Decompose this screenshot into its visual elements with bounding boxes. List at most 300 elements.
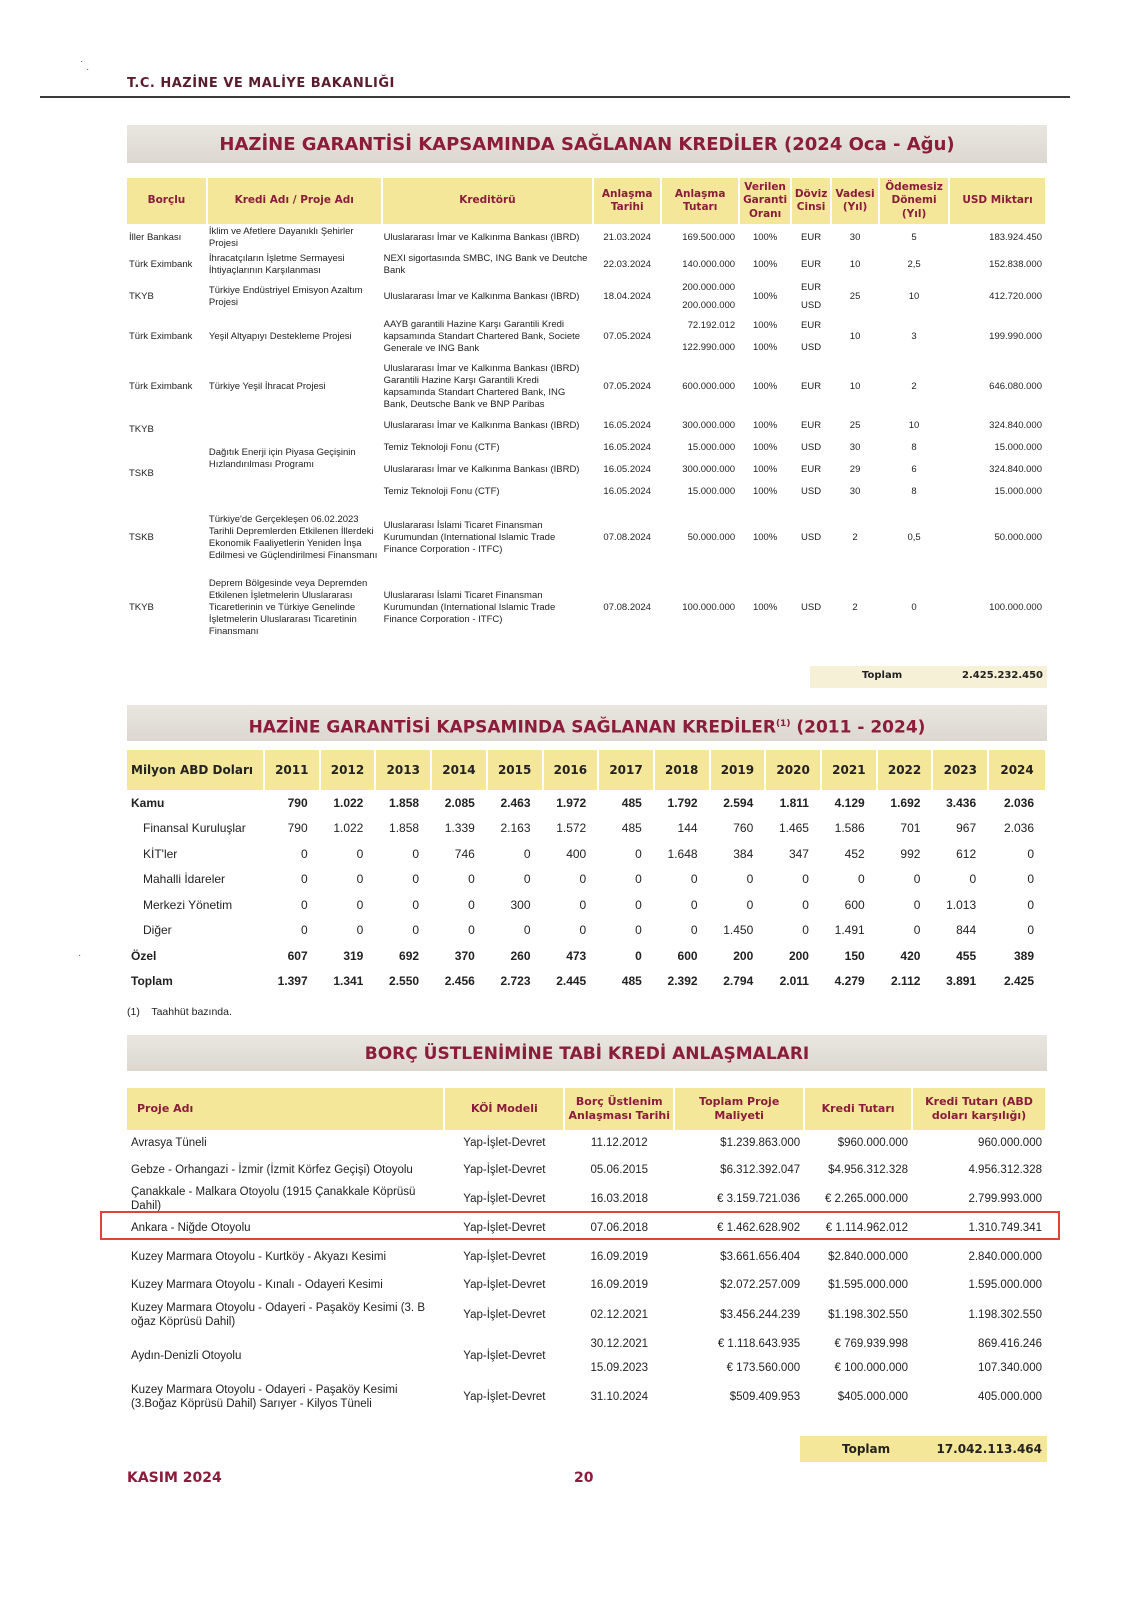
value-cell: 0 <box>1027 923 1034 938</box>
section2-body <box>127 790 1046 994</box>
cell-borclu: Türk Eximbank <box>129 259 193 271</box>
cell-kreditor: Uluslararası İmar ve Kalkınma Bankası (IBRD) Garantili Hazine Karşı Garantili Kredi kapsamında Standart Chartered Bank, ING Bank, Deutsche Bank ve BNP Paribas <box>383 363 580 410</box>
value-cell: 1.972 <box>556 795 587 810</box>
cell-proje: İhracatçıların İşletme Sermayesi İhtiyaçlarının Karşılanması <box>208 253 345 276</box>
cell-doviz: USD <box>801 442 822 454</box>
cell-borclu: TSKB <box>129 532 154 544</box>
year-header: 2023 <box>932 750 988 790</box>
cell-tutar: 169.500.000 <box>682 231 736 243</box>
cell-tarih: 11.12.2012 <box>590 1136 648 1149</box>
value-cell: 0 <box>356 846 364 861</box>
cell-model: Yap-İşlet-Devret <box>463 1250 546 1263</box>
year-header: 2017 <box>598 750 654 790</box>
value-cell: 0 <box>802 872 809 887</box>
value-cell: 2.425 <box>1003 974 1034 989</box>
cell-oran: 100% <box>752 259 778 271</box>
footer-date: KASIM 2024 <box>127 1470 222 1486</box>
cell-tutar: 72.192.012 <box>687 320 736 332</box>
cell-proje: Kuzey Marmara Otoyolu - Odayeri - Paşaköy Kesimi (3.Boğaz Köprüsü Dahil) Sarıyer - Kilyos Tüneli <box>131 1384 398 1410</box>
cell-oran: 100% <box>752 320 778 332</box>
scan-mark: · <box>80 56 84 67</box>
cell-model: Yap-İşlet-Devret <box>463 1222 546 1235</box>
table-row <box>127 790 1046 816</box>
value-cell: 0 <box>300 897 308 912</box>
cell-proje <box>207 481 382 503</box>
value-cell: 3.436 <box>946 795 977 810</box>
cell-kreditor: Uluslararası İmar ve Kalkınma Bankası (IBRD) <box>383 464 580 476</box>
cell-doviz: USD <box>801 602 822 614</box>
cell-tarih: 16.09.2019 <box>590 1278 649 1291</box>
cell-tarih: 16.05.2024 <box>603 464 651 476</box>
value-cell: 607 <box>287 948 308 963</box>
cell-vade: 30 <box>849 486 861 498</box>
value-cell: 0 <box>746 897 754 912</box>
year-header: 2022 <box>877 750 933 790</box>
cell-proje: Kuzey Marmara Otoyolu - Kınalı - Odayeri Kesimi <box>131 1278 383 1291</box>
cell-kredi: € 100.000.000 <box>834 1362 909 1375</box>
section3-title: BORÇ ÜSTLENİMİNE TABİ KREDİ ANLAŞMALARI <box>127 1035 1047 1071</box>
section1-header-row <box>127 178 1046 224</box>
cell-proje: Dağıtık Enerji için Piyasa Geçişinin Hızlandırılması Programı <box>208 447 356 470</box>
cell-usd: 15.000.000 <box>994 442 1042 454</box>
value-cell: 1.858 <box>389 821 420 836</box>
value-cell: 0 <box>913 897 921 912</box>
section1-table <box>127 178 1047 643</box>
cell-kreditor: Temiz Teknoloji Fonu (CTF) <box>383 442 500 454</box>
value-cell: 790 <box>287 795 308 810</box>
value-cell: 760 <box>733 821 754 836</box>
col-header: Döviz Cinsi <box>791 178 831 224</box>
cell-oran: 100% <box>752 420 778 432</box>
value-cell: 3.891 <box>946 974 977 989</box>
value-cell: 200 <box>788 948 809 963</box>
cell-usd: 50.000.000 <box>994 532 1042 544</box>
value-cell: 1.792 <box>667 795 698 810</box>
cell-vade: 10 <box>849 381 861 393</box>
value-cell: 0 <box>523 846 531 861</box>
cell-borclu: TKYB <box>129 291 154 303</box>
section2-title-text: HAZİNE GARANTİSİ KAPSAMINDA SAĞLANAN KREDİLER <box>248 717 776 738</box>
cell-tarih: 15.09.2023 <box>590 1362 649 1375</box>
col-header: Borç Üstlenim Anlaşması Tarihi <box>564 1088 674 1130</box>
value-cell: 2.794 <box>723 974 754 989</box>
cell-usd: 2.799.993.000 <box>968 1192 1042 1205</box>
year-header: 2014 <box>431 750 487 790</box>
row-label: Finansal Kuruluşlar <box>143 821 246 836</box>
value-cell: 389 <box>1013 948 1034 963</box>
cell-proje: Aydın-Denizli Otoyolu <box>131 1350 242 1363</box>
cell-oran: 100% <box>752 381 778 393</box>
value-cell: 347 <box>788 846 809 861</box>
cell-vade: 30 <box>849 231 861 243</box>
table-row <box>127 415 1046 437</box>
cell-tarih: 16.03.2018 <box>590 1192 649 1205</box>
cell-borclu: Türk Eximbank <box>129 381 193 393</box>
value-cell: 420 <box>900 948 921 963</box>
cell-proje: Türkiye Endüstriyel Emisyon Azaltım Projesi <box>208 285 363 308</box>
cell-usd: 1.198.302.550 <box>968 1309 1042 1322</box>
value-cell: 612 <box>956 846 977 861</box>
cell-vade: 10 <box>849 259 861 271</box>
value-cell: 0 <box>412 872 420 887</box>
cell-tutar: 15.000.000 <box>687 442 736 454</box>
table-row <box>127 918 1046 944</box>
cell-kreditor: Uluslararası İmar ve Kalkınma Bankası (IBRD) <box>383 291 580 303</box>
value-cell: 790 <box>287 821 308 836</box>
cell-usd: 199.990.000 <box>989 331 1042 343</box>
cell-tarih: 21.03.2024 <box>603 231 651 243</box>
col-header: Toplam Proje Maliyeti <box>674 1088 804 1130</box>
value-cell: 1.858 <box>389 795 420 810</box>
cell-doviz: USD <box>801 532 822 544</box>
value-cell: 2.085 <box>444 795 475 810</box>
cell-maliyet: $6.312.392.047 <box>720 1163 801 1176</box>
table-row <box>127 315 1046 337</box>
value-cell: 0 <box>858 872 865 887</box>
value-cell: 701 <box>900 821 921 836</box>
cell-usd: 646.080.000 <box>989 381 1042 393</box>
unit-header: Milyon ABD Doları <box>127 750 264 790</box>
col-header: Vadesi (Yıl) <box>831 178 879 224</box>
value-cell: 2.011 <box>779 974 809 989</box>
scan-mark: · <box>86 64 90 75</box>
cell-tarih: 16.05.2024 <box>603 442 651 454</box>
value-cell: 2.036 <box>1003 821 1034 836</box>
year-header: 2024 <box>988 750 1046 790</box>
cell-tarih: 07.05.2024 <box>603 381 651 393</box>
value-cell: 0 <box>468 872 475 887</box>
table-row <box>127 224 1046 251</box>
row-label: Merkezi Yönetim <box>143 897 233 912</box>
cell-proje: Kuzey Marmara Otoyolu - Odayeri - Paşaköy Kesimi (3. B oğaz Köprüsü Dahil) <box>131 1302 425 1328</box>
year-header: 2012 <box>320 750 376 790</box>
value-cell: 4.129 <box>834 795 865 810</box>
cell-borclu <box>127 481 207 503</box>
table-row <box>127 437 1046 459</box>
cell-proje: Türkiye'de Gerçekleşen 06.02.2023 Tarihli Depremlerden Etkilenen İllerdeki Ekonomik Faaliyetlerin Yeniden İnşa Edilmesi ve Güçlendirilmesi Finansmanı <box>208 514 378 561</box>
cell-maliyet: € 3.159.721.036 <box>716 1192 801 1205</box>
cell-doviz: USD <box>801 486 822 498</box>
cell-vade: 2 <box>852 602 858 614</box>
value-cell: 0 <box>802 897 809 912</box>
value-cell: 0 <box>690 897 698 912</box>
value-cell: 2.594 <box>723 795 754 810</box>
value-cell: 0 <box>300 872 308 887</box>
value-cell: 0 <box>690 872 698 887</box>
cell-kredi: $960.000.000 <box>837 1136 909 1149</box>
table-row <box>127 1157 1046 1184</box>
cell-maliyet: $3.456.244.239 <box>720 1309 801 1322</box>
year-header: 2015 <box>487 750 543 790</box>
cell-doviz: USD <box>801 342 822 354</box>
cell-borclu: TSKB <box>129 468 154 480</box>
section3-header-row <box>127 1088 1046 1130</box>
value-cell: 370 <box>454 948 475 963</box>
cell-doviz: EUR <box>801 320 822 332</box>
cell-kreditor: Temiz Teknoloji Fonu (CTF) <box>383 486 500 498</box>
cell-oran: 100% <box>752 342 778 354</box>
section2-table <box>127 750 1047 994</box>
cell-proje: Yeşil Altyapıyı Destekleme Projesi <box>208 331 352 343</box>
cell-model: Yap-İşlet-Devret <box>463 1391 546 1404</box>
value-cell: 0 <box>356 872 364 887</box>
value-cell: 600 <box>677 948 698 963</box>
ministry-header: T.C. HAZİNE VE MALİYE BAKANLIĞI <box>127 76 395 91</box>
cell-usd: 2.840.000.000 <box>968 1250 1042 1263</box>
cell-tarih: 07.05.2024 <box>603 331 651 343</box>
value-cell: 2.392 <box>667 974 698 989</box>
cell-model: Yap-İşlet-Devret <box>463 1136 546 1149</box>
value-cell: 0 <box>802 923 809 938</box>
cell-odemesiz: 10 <box>908 291 920 303</box>
table-row <box>127 816 1046 842</box>
value-cell: 485 <box>621 821 642 836</box>
cell-usd: 100.000.000 <box>989 602 1042 614</box>
table-row <box>127 251 1046 279</box>
year-header: 2019 <box>710 750 766 790</box>
cell-usd: 1.595.000.000 <box>968 1278 1042 1291</box>
value-cell: 319 <box>343 948 364 963</box>
value-cell: 2.550 <box>389 974 420 989</box>
cell-usd: 412.720.000 <box>989 291 1042 303</box>
cell-kredi: € 2.265.000.000 <box>824 1192 909 1205</box>
col-header: KÖİ Modeli <box>444 1088 564 1130</box>
year-header: 2011 <box>264 750 320 790</box>
cell-vade: 29 <box>849 464 861 476</box>
value-cell: 0 <box>468 897 475 912</box>
value-cell: 0 <box>412 897 420 912</box>
value-cell: 485 <box>621 795 642 810</box>
cell-model: Yap-İşlet-Devret <box>463 1350 546 1363</box>
cell-odemesiz: 3 <box>911 331 917 343</box>
cell-odemesiz: 0 <box>911 602 917 614</box>
cell-maliyet: € 173.560.000 <box>726 1362 801 1375</box>
cell-usd: 107.340.000 <box>978 1362 1042 1375</box>
table-row <box>127 943 1046 969</box>
table-row <box>127 1381 1046 1415</box>
col-header: Verilen Garanti Oranı <box>739 178 791 224</box>
cell-proje: Kuzey Marmara Otoyolu - Kurtköy - Akyazı Kesimi <box>131 1250 386 1263</box>
value-cell: 2.112 <box>891 974 921 989</box>
cell-odemesiz: 8 <box>911 442 917 454</box>
table-row <box>127 1243 1046 1272</box>
cell-doviz: EUR <box>801 381 822 393</box>
value-cell: 0 <box>635 923 642 938</box>
col-header: USD Miktarı <box>949 178 1046 224</box>
col-header: Borçlu <box>127 178 207 224</box>
value-cell: 1.397 <box>277 974 308 989</box>
col-header: Anlaşma Tutarı <box>661 178 739 224</box>
value-cell: 844 <box>956 923 977 938</box>
row-label: KİT'ler <box>143 846 178 861</box>
scan-mark: · <box>78 950 82 961</box>
cell-doviz: EUR <box>801 231 822 243</box>
cell-tutar: 200.000.000 <box>682 282 736 294</box>
value-cell: 0 <box>412 923 420 938</box>
cell-oran: 100% <box>752 291 778 303</box>
cell-kreditor: AAYB garantili Hazine Karşı Garantili Kredi kapsamında Standart Chartered Bank, Societe Generale ve ING Bank <box>383 319 581 354</box>
value-cell: 1.013 <box>946 897 977 912</box>
table-row <box>127 1299 1046 1333</box>
value-cell: 1.339 <box>444 821 475 836</box>
value-cell: 260 <box>510 948 531 963</box>
cell-tarih: 18.04.2024 <box>603 291 651 303</box>
cell-maliyet: $509.409.953 <box>729 1391 801 1404</box>
cell-odemesiz: 6 <box>911 464 917 476</box>
value-cell: 2.036 <box>1003 795 1034 810</box>
section2-title-sup: (1) <box>775 719 791 729</box>
year-header: 2013 <box>375 750 431 790</box>
cell-proje: Gebze - Orhangazi - İzmir (İzmit Körfez Geçişi) Otoyolu <box>131 1163 413 1176</box>
value-cell: 1.811 <box>779 795 809 810</box>
cell-oran: 100% <box>752 231 778 243</box>
value-cell: 1.648 <box>667 846 698 861</box>
table-row <box>127 969 1046 995</box>
cell-tarih: 31.10.2024 <box>590 1391 649 1404</box>
col-header: Kredi Adı / Proje Adı <box>207 178 382 224</box>
value-cell: 485 <box>621 974 642 989</box>
section3-table <box>127 1088 1047 1415</box>
cell-tarih: 30.12.2021 <box>590 1338 649 1351</box>
cell-kredi: € 1.114.962.012 <box>825 1222 909 1235</box>
cell-proje: Çanakkale - Malkara Otoyolu (1915 Çanakkale Köprüsü Dahil) <box>131 1185 416 1212</box>
cell-tutar: 300.000.000 <box>682 464 736 476</box>
row-label: Diğer <box>143 923 172 938</box>
year-header: 2016 <box>543 750 599 790</box>
value-cell: 0 <box>913 872 921 887</box>
cell-maliyet: € 1.118.643.935 <box>717 1338 801 1351</box>
value-cell: 0 <box>579 897 587 912</box>
cell-usd: 960.000.000 <box>978 1136 1042 1149</box>
value-cell: 150 <box>844 948 865 963</box>
table-row <box>127 481 1046 503</box>
cell-usd: 324.840.000 <box>989 464 1042 476</box>
value-cell: 0 <box>969 872 977 887</box>
col-header: Anlaşma Tarihi <box>593 178 661 224</box>
cell-tarih: 02.12.2021 <box>590 1309 649 1322</box>
cell-usd: 15.000.000 <box>994 486 1042 498</box>
cell-kreditor: NEXI sigortasında SMBC, ING Bank ve Deutche Bank <box>383 253 588 276</box>
year-header: 2020 <box>765 750 821 790</box>
cell-odemesiz: 5 <box>911 231 917 243</box>
value-cell: 4.279 <box>834 974 865 989</box>
cell-model: Yap-İşlet-Devret <box>463 1163 546 1176</box>
cell-proje <box>207 415 382 437</box>
cell-oran: 100% <box>752 486 778 498</box>
cell-tutar: 100.000.000 <box>682 602 736 614</box>
cell-tarih: 07.08.2024 <box>603 532 651 544</box>
value-cell: 0 <box>1027 897 1034 912</box>
cell-tarih: 16.05.2024 <box>603 420 651 432</box>
cell-vade: 25 <box>849 420 861 432</box>
cell-usd: 183.924.450 <box>989 231 1042 243</box>
value-cell: 1.572 <box>556 821 587 836</box>
section1-total-value: 2.425.232.450 <box>962 670 1043 681</box>
value-cell: 0 <box>913 923 921 938</box>
cell-kreditor: Uluslararası İslami Ticaret Finansman Kurumundan (International Islamic Trade Finance Corporation - ITFC) <box>383 590 556 625</box>
value-cell: 0 <box>300 846 308 861</box>
value-cell: 400 <box>566 846 587 861</box>
col-header: Kredi Tutarı (ABD doları karşılığı) <box>912 1088 1046 1130</box>
cell-kredi: $405.000.000 <box>837 1391 909 1404</box>
cell-doviz: EUR <box>801 420 822 432</box>
value-cell: 200 <box>733 948 754 963</box>
cell-kredi: $4.956.312.328 <box>828 1163 909 1176</box>
cell-model: Yap-İşlet-Devret <box>463 1278 546 1291</box>
cell-odemesiz: 2 <box>911 381 917 393</box>
value-cell: 992 <box>900 846 921 861</box>
value-cell: 0 <box>356 923 364 938</box>
col-header: Proje Adı <box>127 1088 444 1130</box>
value-cell: 600 <box>844 897 865 912</box>
cell-borclu: Türk Eximbank <box>129 331 193 343</box>
value-cell: 0 <box>746 872 754 887</box>
cell-doviz: EUR <box>801 259 822 271</box>
cell-kreditor: Uluslararası İmar ve Kalkınma Bankası (IBRD) <box>383 231 580 243</box>
cell-odemesiz: 2,5 <box>907 259 921 271</box>
value-cell: 0 <box>523 923 531 938</box>
cell-model: Yap-İşlet-Devret <box>463 1309 546 1322</box>
header-rule <box>40 96 1070 98</box>
table-row <box>127 503 1046 573</box>
cell-oran: 100% <box>752 532 778 544</box>
value-cell: 1.022 <box>333 795 364 810</box>
value-cell: 1.586 <box>834 821 865 836</box>
section1-title: HAZİNE GARANTİSİ KAPSAMINDA SAĞLANAN KREDİLER (2024 Oca - Ağu) <box>127 125 1047 163</box>
cell-kreditor: Uluslararası İmar ve Kalkınma Bankası (IBRD) <box>383 420 580 432</box>
table-row <box>127 867 1046 893</box>
cell-kredi: $2.840.000.000 <box>828 1250 909 1263</box>
row-label: Toplam <box>131 974 173 989</box>
value-cell: 746 <box>454 846 475 861</box>
cell-usd: 405.000.000 <box>978 1391 1042 1404</box>
cell-proje: İklim ve Afetlere Dayanıklı Şehirler Projesi <box>208 225 354 249</box>
cell-model: Yap-İşlet-Devret <box>463 1192 546 1205</box>
value-cell: 2.456 <box>444 974 475 989</box>
section2-title-suffix: (2011 - 2024) <box>790 717 926 738</box>
section2-header-row <box>127 750 1046 790</box>
cell-doviz: EUR <box>801 464 822 476</box>
section3-total-value: 17.042.113.464 <box>936 1442 1042 1456</box>
col-header: Kreditörü <box>382 178 594 224</box>
value-cell: 144 <box>677 821 698 836</box>
cell-doviz: USD <box>801 300 822 312</box>
year-header: 2021 <box>821 750 877 790</box>
cell-kredi: $1.595.000.000 <box>828 1278 909 1291</box>
cell-tutar: 200.000.000 <box>682 300 736 312</box>
cell-tarih: 16.05.2024 <box>603 486 651 498</box>
cell-vade: 10 <box>849 331 861 343</box>
footnote-text: Taahhüt bazında. <box>151 1006 232 1018</box>
cell-vade: 25 <box>849 291 861 303</box>
cell-maliyet: $1.239.863.000 <box>720 1136 801 1149</box>
table-row <box>127 841 1046 867</box>
cell-proje: Deprem Bölgesinde veya Depremden Etkilenen İşletmelerin Uluslararası Ticaretlerinin ve Türkiye Genelinde İşletmelerin Uluslararası Ticaretinin Finansmanı <box>208 578 368 637</box>
cell-tarih: 07.06.2018 <box>590 1222 649 1235</box>
value-cell: 692 <box>399 948 420 963</box>
value-cell: 452 <box>844 846 865 861</box>
value-cell: 384 <box>733 846 754 861</box>
col-header: Kredi Tutarı <box>804 1088 912 1130</box>
row-label: Özel <box>131 948 157 963</box>
footnote-mark: (1) <box>127 1006 140 1018</box>
cell-tutar: 600.000.000 <box>682 381 736 393</box>
cell-maliyet: € 1.462.628.902 <box>716 1222 801 1235</box>
cell-odemesiz: 8 <box>911 486 917 498</box>
cell-usd: 1.310.749.341 <box>968 1222 1042 1235</box>
cell-usd: 152.838.000 <box>989 259 1042 271</box>
cell-usd: 4.956.312.328 <box>968 1163 1042 1176</box>
